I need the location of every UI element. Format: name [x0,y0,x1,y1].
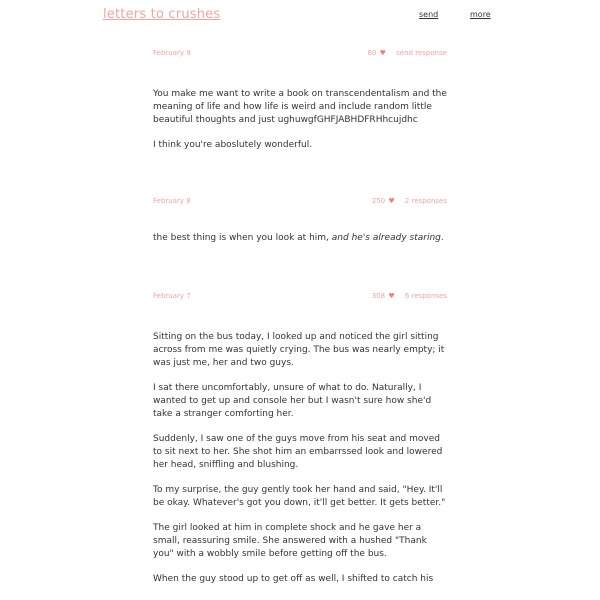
post-text-end: . [440,233,444,243]
post-stats [372,197,447,205]
post-paragraph: The girl looked at him in complete shock and he gave her a small, reassuring smile. She answered with a hushed "Thank you" with a wobbly smile before getting off the bus. [153,523,427,559]
post-body [153,232,447,245]
post [153,49,447,164]
post-paragraph: Suddenly, I saw one of the guys move from his seat and moved to sit next to her. She shot him an embarrssed look and lowered her head, sniffling and blushing. [153,434,443,470]
post-paragraph: To my surprise, the guy gently took her hand and said, "Hey. It'll be okay. Whatever's got you down, it'll get better. It gets better." [153,485,446,508]
heart-icon[interactable]: ♥ [379,49,386,57]
post-meta [153,49,447,61]
nav-more-link[interactable]: more [470,10,491,19]
like-count: 80 [367,49,377,57]
post-stats [372,292,447,300]
post-paragraph [153,232,447,245]
post-body [153,331,447,586]
post-text-emphasis: and he's already staring [331,233,441,243]
post-paragraph: When the guy stood up to get off as well, I shifted to catch his [153,574,434,584]
post-paragraph: Sitting on the bus today, I looked up and noticed the girl sitting across from me was quietly crying. The bus was nearly empty; it was just me, her and two guys. [153,332,445,368]
post [153,292,447,598]
post-meta [153,197,447,209]
post-body [153,88,447,152]
post-paragraph: I think you're aboslutely wonderful. [153,140,313,150]
post [153,197,447,257]
heart-icon[interactable]: ♥ [388,292,395,300]
post-stats [367,49,447,57]
post-meta [153,292,447,304]
post-date[interactable]: February 8 [153,197,191,205]
site-title-link[interactable]: letters to crushes [103,7,221,22]
post-paragraph: You make me want to write a book on transcendentalism and the meaning of life and how life is weird and include random little beautiful thoughts and just ughuwgfGHFJABHDFRHhcujdhc [153,89,447,125]
post-date[interactable]: February 9 [153,49,191,57]
post-paragraph: I sat there uncomfortably, unsure of what to do. Naturally, I wanted to get up and console her but I wasn't sure how she'd take a stranger comforting her. [153,383,432,419]
responses-link[interactable]: 2 responses [404,197,447,205]
responses-link[interactable]: 6 responses [404,292,447,300]
heart-icon[interactable]: ♥ [388,197,395,205]
like-count: 250 [371,197,386,205]
post-date[interactable]: February 7 [153,292,191,300]
nav-send-link[interactable]: send [419,10,439,19]
post-text: the best thing is when you look at him, [153,233,332,243]
like-count: 308 [371,292,386,300]
send-response-link[interactable]: send response [396,49,447,57]
